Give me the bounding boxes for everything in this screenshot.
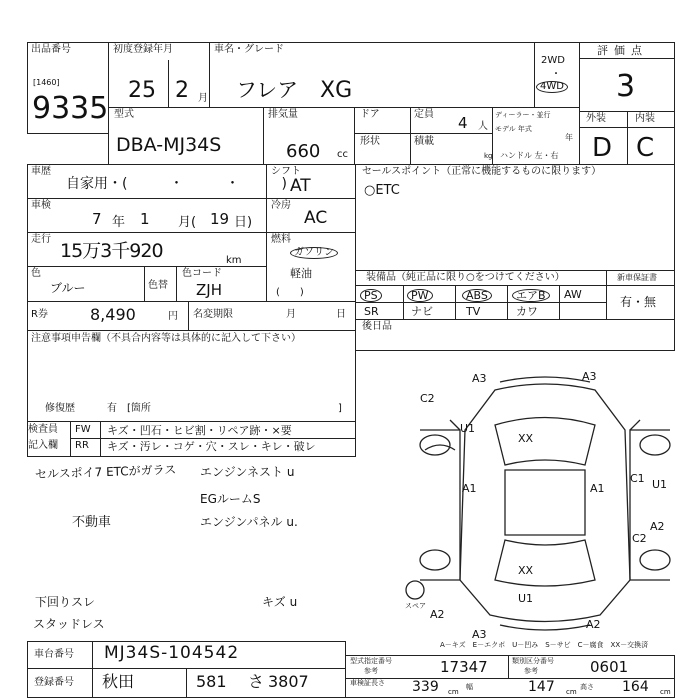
- capacity-value: 4: [458, 114, 468, 132]
- equip-item-1: PW: [407, 289, 433, 302]
- inspector-row2: キズ・汚レ・コゲ・穴・スレ・キレ・破レ: [107, 440, 316, 453]
- damage-mark-1: A3: [582, 370, 597, 383]
- damage-mark-11: XX: [518, 564, 534, 577]
- width-label: 幅: [466, 683, 473, 691]
- width-unit: cm: [566, 688, 577, 696]
- damage-mark-2: C2: [420, 392, 435, 405]
- equip-item-row2-0: SR: [364, 305, 379, 318]
- class-no-label: 類別区分番号: [512, 657, 554, 665]
- equip-item-row2-3: カワ: [516, 305, 538, 318]
- reg-number: 3807: [268, 672, 309, 691]
- lot-number: 9335: [32, 91, 109, 126]
- class-no-value: 0601: [590, 658, 629, 676]
- drive-dot: ・: [551, 69, 561, 80]
- drive-4wd: 4WD: [536, 81, 568, 93]
- fuel-label: 燃料: [271, 234, 291, 245]
- day-unit-label: 日): [234, 215, 253, 230]
- load-label: 積載: [414, 136, 434, 147]
- ac-label: 冷房: [271, 200, 291, 211]
- first-reg-year: 25: [128, 78, 156, 103]
- mileage-value: 15万3千920: [60, 240, 163, 262]
- remark-line-7: スタッドレス: [33, 617, 105, 631]
- damage-mark-7: C1: [630, 472, 645, 485]
- cc-unit: cc: [337, 149, 348, 160]
- car-damage-diagram: [400, 370, 690, 640]
- capacity-label: 定員: [414, 109, 434, 120]
- damage-mark-15: A2: [586, 618, 601, 631]
- equip-item-0: PS: [360, 289, 382, 302]
- shift-section: [266, 164, 356, 302]
- height-unit: cm: [660, 688, 671, 696]
- yen-unit: 円: [168, 311, 178, 322]
- repair-label: 修復歴: [45, 403, 75, 414]
- equip-item-3: エアB: [512, 289, 550, 302]
- damage-mark-9: C2: [632, 532, 647, 545]
- shape-label: 形状: [360, 136, 380, 147]
- type-no-value: 17347: [440, 658, 488, 676]
- inspector-rr: RR: [75, 440, 89, 451]
- reg-label: 登録番号: [34, 677, 74, 688]
- reg-kana: さ: [248, 672, 265, 691]
- name-change-label: 名変期限: [193, 309, 233, 320]
- history-label: 車歴: [31, 166, 51, 177]
- sales-label: セールスポイント（正常に機能するものに限ります）: [362, 166, 602, 177]
- color-label: 色: [31, 268, 41, 279]
- spare-label: スペア: [405, 602, 426, 610]
- equip-item-4: AW: [564, 288, 582, 301]
- lot-number-label: 出品番号: [31, 44, 71, 55]
- score-value: 3: [616, 69, 636, 104]
- car-name: フレア: [236, 78, 299, 102]
- height-value: 164: [622, 679, 649, 695]
- month-unit-label: 月(: [178, 215, 197, 230]
- damage-mark-0: A3: [472, 372, 487, 385]
- equip-item-row2-2: TV: [466, 305, 481, 318]
- score-label: 評価点: [597, 44, 648, 57]
- inspection-month: 1: [140, 210, 150, 228]
- sales-section: [355, 164, 675, 271]
- first-reg-label: 初度登録年月: [113, 44, 173, 55]
- inspection-label: 車検: [31, 200, 51, 211]
- damage-mark-8: U1: [652, 478, 668, 491]
- reg-class: 581: [196, 672, 227, 691]
- width-value: 147: [528, 679, 555, 695]
- class-no-ref: 参考: [524, 667, 538, 675]
- door-label: ドア: [360, 109, 380, 120]
- ext-grade: D: [592, 133, 613, 163]
- color-change-label: 色替: [148, 280, 168, 291]
- model-year-label: モデル 年式: [495, 125, 532, 133]
- handle-label: ハンドル 左・右: [500, 151, 559, 160]
- month-unit: 月: [198, 93, 208, 104]
- voucher-section: [27, 301, 356, 331]
- name-change-day: 日: [336, 309, 346, 320]
- reg-area: 秋田: [102, 672, 135, 691]
- damage-mark-4: XX: [518, 432, 534, 445]
- car-name-label: 車名・グレード: [214, 44, 284, 55]
- year-unit-label: 年: [112, 215, 126, 230]
- voucher-label: R券: [31, 309, 48, 320]
- damage-mark-3: U1: [460, 422, 476, 435]
- history-value: 自家用・( ・ ・ ): [66, 176, 287, 192]
- drive-2wd: 2WD: [541, 55, 565, 66]
- equip-item-2: ABS: [462, 289, 492, 302]
- dealer-label: ディーラー・並行: [495, 111, 551, 119]
- km-unit: km: [226, 255, 242, 266]
- inspector-label-1: 検査員: [28, 424, 58, 435]
- diagram-legend: A－キズ E－エクボ U－凹み S－サビ C－腐食 XX－交換済: [440, 641, 649, 649]
- inspector-fw: FW: [75, 424, 91, 435]
- remark-line-8: キズ u: [262, 595, 298, 609]
- shift-label: シフト: [271, 166, 301, 177]
- first-reg-month: 2: [175, 78, 189, 103]
- color-value: ブルー: [50, 281, 86, 295]
- int-grade: C: [636, 133, 655, 163]
- fuel-diesel: 軽油: [290, 267, 312, 280]
- year-unit: 年: [565, 133, 573, 142]
- remark-line-4: エンジンパネル u.: [200, 515, 298, 529]
- damage-mark-10: A2: [650, 520, 665, 533]
- ext-label: 外装: [586, 113, 606, 124]
- repair-bracket: ]: [338, 403, 342, 414]
- warranty-label: 新車保証書: [617, 273, 657, 282]
- notes-label: 注意事項申告欄（不具合内容等は具体的に記入して下さい）: [31, 333, 301, 344]
- fuel-paren: ( ): [276, 287, 304, 298]
- grade-name: XG: [320, 78, 353, 103]
- voucher-amount: 8,490: [90, 305, 136, 324]
- lot-sub: [1460]: [33, 78, 60, 87]
- repair-value: 有 [箇所: [107, 403, 151, 414]
- length-label: 車検証長さ: [350, 679, 385, 687]
- displacement-label: 排気量: [268, 109, 298, 120]
- type-no-label: 型式指定番号: [350, 657, 392, 665]
- remark-line-2: エンジンネスト u: [200, 465, 295, 479]
- mileage-label: 走行: [31, 234, 51, 245]
- model-value: DBA-MJ34S: [116, 134, 222, 156]
- remark-line-1: セルスポイ7 ETCがガラス: [34, 462, 177, 482]
- inspection-year: 7: [92, 210, 102, 228]
- chassis-label: 車台番号: [34, 649, 74, 660]
- remark-line-6: 下回りスレ: [35, 595, 96, 609]
- displacement-value: 660: [286, 141, 321, 162]
- type-no-ref: 参考: [364, 667, 378, 675]
- damage-mark-14: A3: [472, 628, 487, 640]
- sales-point: ○ETC: [364, 183, 400, 198]
- remark-line-5: 不動車: [72, 515, 112, 530]
- chassis-number: MJ34S-104542: [104, 643, 240, 663]
- color-code-label: 色コード: [182, 268, 222, 279]
- length-value: 339: [412, 679, 439, 695]
- warranty-value: 有・無: [620, 295, 657, 309]
- rear-seat-box: [355, 319, 675, 351]
- height-label: 高さ: [580, 683, 594, 691]
- name-change-month: 月: [286, 309, 296, 320]
- model-label: 型式: [114, 109, 134, 120]
- kg-unit: kg: [484, 152, 493, 160]
- damage-mark-5: A1: [462, 482, 477, 495]
- color-code-value: ZJH: [196, 281, 222, 299]
- rear-seat-label: 後日品: [362, 321, 392, 332]
- damage-mark-13: A2: [430, 608, 445, 621]
- inspector-row1: キズ・凹石・ヒビ割・リペア跡・×要: [107, 424, 292, 437]
- inspector-label-2: 記入欄: [28, 440, 58, 451]
- damage-mark-12: U1: [518, 592, 534, 605]
- shift-value: AT: [290, 176, 311, 196]
- inspection-day: 19: [210, 210, 230, 228]
- length-unit: cm: [448, 688, 459, 696]
- int-label: 内装: [635, 113, 655, 124]
- equip-label: 装備品（純正品に限り○をつけてください）: [366, 272, 565, 283]
- capacity-unit: 人: [478, 121, 488, 132]
- ac-value: AC: [304, 208, 328, 228]
- damage-mark-6: A1: [590, 482, 605, 495]
- equip-item-row2-1: ナビ: [411, 305, 433, 318]
- fuel-gasoline: ガソリン: [290, 247, 338, 259]
- remark-line-3: EGルームS: [200, 492, 261, 506]
